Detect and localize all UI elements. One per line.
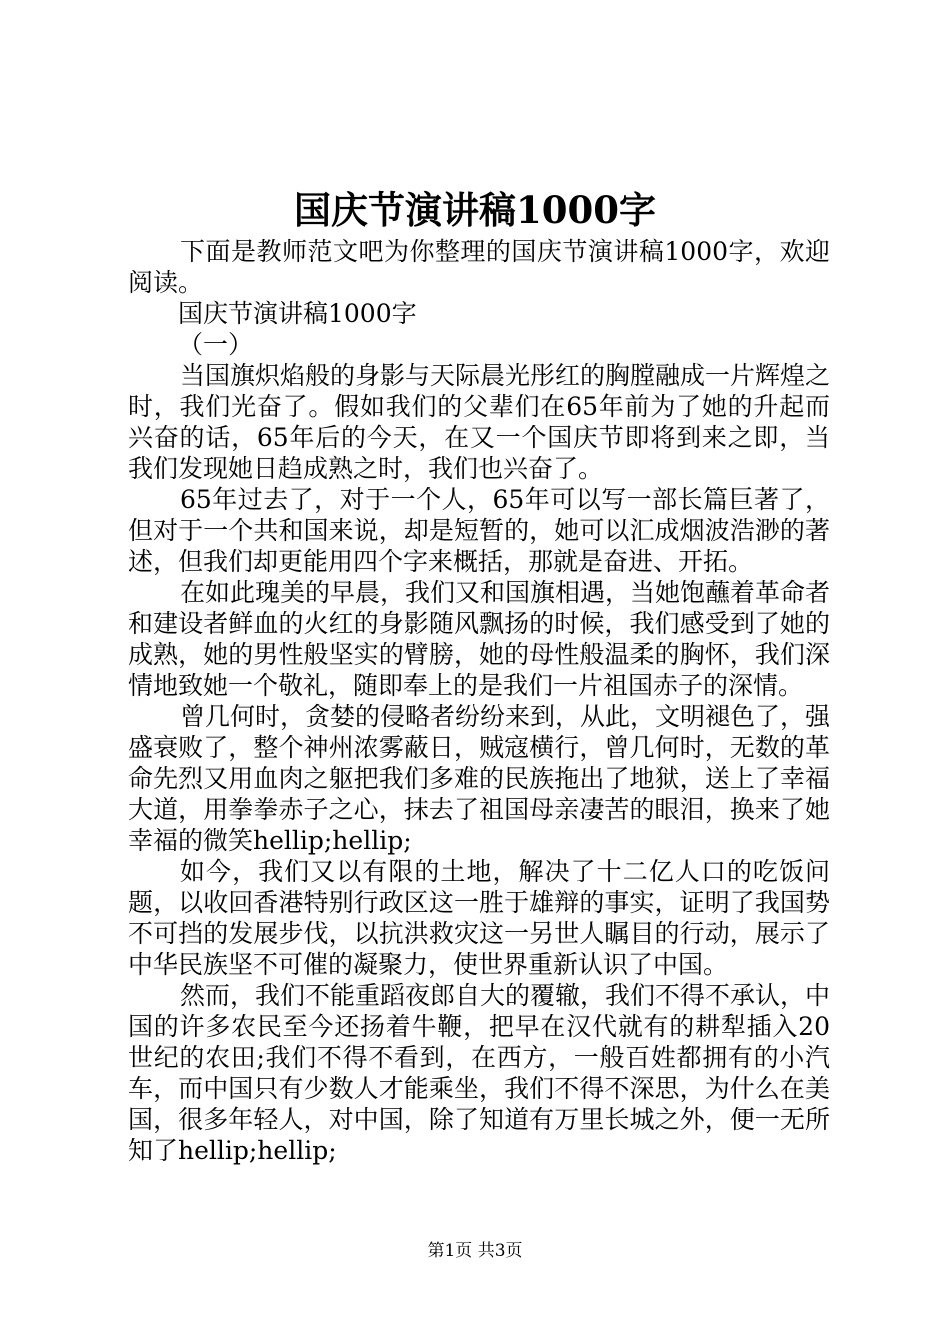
body-paragraph: 曾几何时，贪婪的侵略者纷纷来到，从此，文明褪色了，强盛衰败了，整个神州浓雾蔽日，贼寇横行，曾几何时，无数的革命先烈又用血肉之躯把我们多难的民族拖出了地狱，送上了幸福大道，用拳拳赤子之心，抹去了祖国母亲凄苦的眼泪，换来了她幸福的微笑hellip;hellip; xyxy=(128,702,831,855)
document-body xyxy=(128,236,830,1166)
section-heading: 国庆节演讲稿1000字 xyxy=(178,299,417,328)
page-footer: 第1页 共3页 xyxy=(427,1241,523,1261)
document-title: 国庆节演讲稿1000字 xyxy=(294,188,656,232)
body-paragraph: 65年过去了，对于一个人，65年可以写一部长篇巨著了，但对于一个共和国来说，却是短暂的，她可以汇成烟波浩渺的著述，但我们却更能用四个字来概括，那就是奋进、开拓。 xyxy=(128,485,830,576)
body-paragraph: 在如此瑰美的早晨，我们又和国旗相遇，当她饱蘸着革命者和建设者鲜血的火红的身影随风飘扬的时候，我们感受到了她的成熟，她的男性般坚实的臂膀，她的母性般温柔的胸怀，我们深情地致她一个敬礼，随即奉上的是我们一片祖国赤子的深情。 xyxy=(128,578,831,700)
intro-paragraph: 下面是教师范文吧为你整理的国庆节演讲稿1000字，欢迎阅读。 xyxy=(128,237,830,297)
body-paragraph: 如今，我们又以有限的土地，解决了十二亿人口的吃饭问题，以收回香港特别行政区这一胜于雄辩的事实，证明了我国势不可挡的发展步伐，以抗洪救灾这一另世人瞩目的行动，展示了中华民族坚不可催的凝聚力，使世界重新认识了中国。 xyxy=(128,857,830,979)
body-paragraph: 当国旗炽焰般的身影与天际晨光彤红的胸膛融成一片辉煌之时，我们光奋了。假如我们的父辈们在65年前为了她的升起而兴奋的话，65年后的今天，在又一个国庆节即将到来之即，当我们发现她日趋成熟之时，我们也兴奋了。 xyxy=(128,361,831,483)
body-paragraph: 然而，我们不能重蹈夜郎自大的覆辙，我们不得不承认，中国的许多农民至今还扬着牛鞭，把早在汉代就有的耕犁插入20世纪的农田;我们不得不看到，在西方，一般百姓都拥有的小汽车，而中国只有少数人才能乘坐，我们不得不深思，为什么在美国，很多年轻人，对中国，除了知道有万里长城之外，便一无所知了hellip;hellip; xyxy=(128,981,831,1165)
section-number: （一） xyxy=(178,330,254,359)
